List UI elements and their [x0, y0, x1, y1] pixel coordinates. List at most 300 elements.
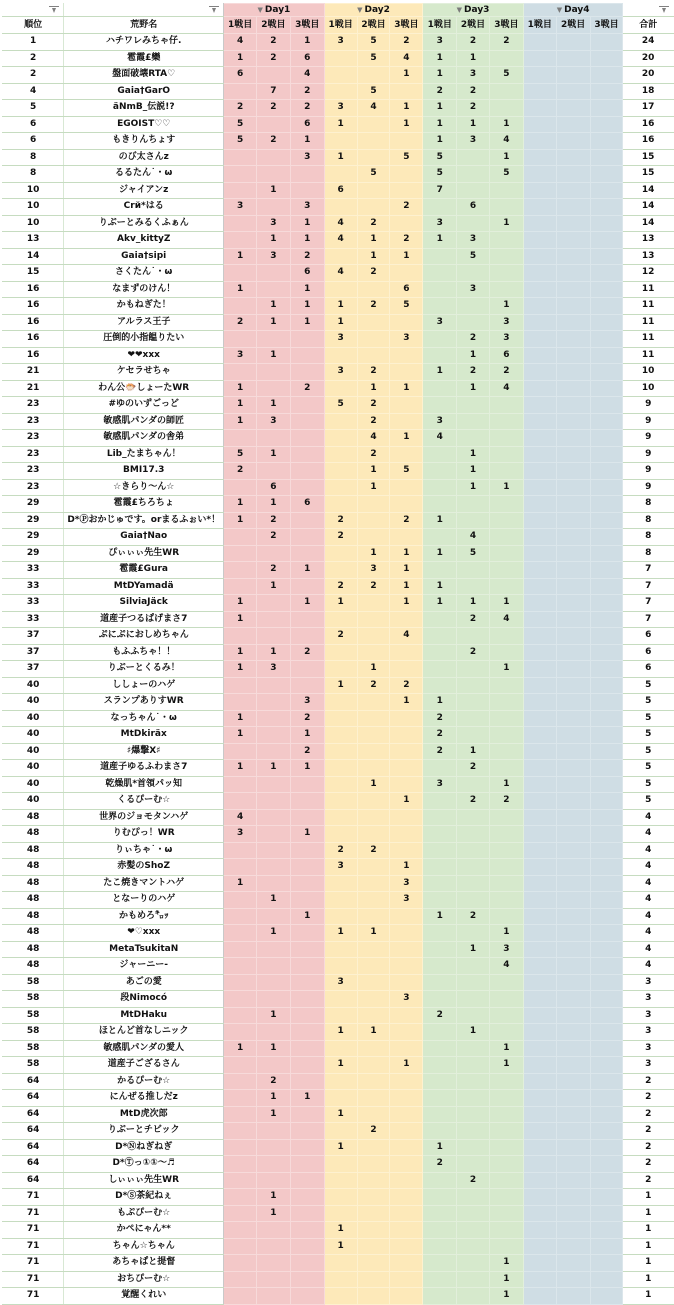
rank-cell[interactable]: 40	[3, 760, 64, 777]
day2-match2-score[interactable]	[357, 1288, 390, 1305]
day1-match2-score[interactable]: 1	[257, 644, 291, 661]
day4-match3-score[interactable]	[590, 496, 623, 513]
day1-match1-score[interactable]	[224, 182, 257, 199]
day4-match2-score[interactable]	[556, 1288, 590, 1305]
day4-match2-score[interactable]	[556, 1139, 590, 1156]
day3-match2-score[interactable]	[457, 710, 490, 727]
day2-match1-score[interactable]: 3	[324, 364, 357, 381]
day4-match3-score[interactable]	[590, 232, 623, 249]
day2-match2-score[interactable]: 1	[357, 661, 390, 678]
day4-match1-score[interactable]	[523, 826, 556, 843]
day1-match3-score[interactable]	[290, 859, 324, 876]
day3-match3-score[interactable]	[489, 1024, 523, 1041]
day3-match1-score[interactable]	[423, 1106, 457, 1123]
total-score[interactable]: 2	[623, 1172, 674, 1189]
day1-match2-score[interactable]	[257, 1255, 291, 1272]
day1-match3-score[interactable]	[290, 842, 324, 859]
day3-match2-score[interactable]	[457, 974, 490, 991]
day1-match3-score[interactable]	[290, 958, 324, 975]
day4-match3-score[interactable]	[590, 991, 623, 1008]
day4-match2-score[interactable]	[556, 595, 590, 612]
day2-match3-score[interactable]	[390, 446, 423, 463]
day2-match3-score[interactable]	[390, 974, 423, 991]
day2-match1-score[interactable]	[324, 1271, 357, 1288]
day2-match2-score[interactable]	[357, 199, 390, 216]
day4-match3-score[interactable]	[590, 1255, 623, 1272]
day1-match3-score[interactable]	[290, 182, 324, 199]
day3-match1-score[interactable]	[423, 677, 457, 694]
day2-match3-score[interactable]: 1	[390, 595, 423, 612]
day4-match2-score[interactable]	[556, 628, 590, 645]
total-score[interactable]: 15	[623, 166, 674, 183]
day3-match1-score[interactable]	[423, 644, 457, 661]
rank-cell[interactable]: 21	[3, 364, 64, 381]
rank-cell[interactable]: 64	[3, 1172, 64, 1189]
day4-match1-score[interactable]	[523, 232, 556, 249]
day1-match1-score[interactable]	[224, 331, 257, 348]
day3-match2-score[interactable]: 5	[457, 248, 490, 265]
day2-match3-score[interactable]	[390, 776, 423, 793]
day2-match1-score[interactable]: 3	[324, 974, 357, 991]
rank-cell[interactable]: 58	[3, 974, 64, 991]
day4-match3-score[interactable]	[590, 875, 623, 892]
day4-match1-score[interactable]	[523, 677, 556, 694]
day2-match1-score[interactable]: 1	[324, 595, 357, 612]
total-score[interactable]: 8	[623, 512, 674, 529]
day1-match1-score[interactable]: 1	[224, 727, 257, 744]
day1-match2-score[interactable]: 2	[257, 133, 291, 150]
day3-match3-score[interactable]: 1	[489, 116, 523, 133]
day1-match3-score[interactable]	[290, 1073, 324, 1090]
day3-match2-score[interactable]	[457, 875, 490, 892]
day2-match3-score[interactable]: 2	[390, 232, 423, 249]
day4-match2-score[interactable]	[556, 793, 590, 810]
total-score[interactable]: 9	[623, 430, 674, 447]
day3-match2-score[interactable]	[457, 1106, 490, 1123]
day2-match1-score[interactable]: 1	[324, 1057, 357, 1074]
day4-match2-score[interactable]	[556, 100, 590, 117]
day2-match2-score[interactable]	[357, 314, 390, 331]
day4-match1-score[interactable]	[523, 166, 556, 183]
day4-match2-score[interactable]	[556, 479, 590, 496]
rank-cell[interactable]: 48	[3, 842, 64, 859]
day4-match3-score[interactable]	[590, 1024, 623, 1041]
day2-match3-score[interactable]	[390, 529, 423, 546]
day4-match2-score[interactable]	[556, 776, 590, 793]
day4-match2-score[interactable]	[556, 908, 590, 925]
rank-cell[interactable]: 15	[3, 265, 64, 282]
player-name-cell[interactable]: MtDYamadä	[64, 578, 224, 595]
day3-match3-score[interactable]	[489, 628, 523, 645]
day2-match1-score[interactable]: 5	[324, 397, 357, 414]
day1-match1-score[interactable]	[224, 545, 257, 562]
day3-match3-score[interactable]: 1	[489, 298, 523, 315]
day4-match1-score[interactable]	[523, 809, 556, 826]
player-name-cell[interactable]: わん公🐡しょーたWR	[64, 380, 224, 397]
day3-match3-score[interactable]	[489, 974, 523, 991]
day2-match2-score[interactable]	[357, 859, 390, 876]
day3-match1-score[interactable]	[423, 1205, 457, 1222]
day1-match1-score[interactable]: 5	[224, 446, 257, 463]
day4-match3-score[interactable]	[590, 793, 623, 810]
player-name-cell[interactable]: もふふちゃ！！	[64, 644, 224, 661]
total-score[interactable]: 5	[623, 743, 674, 760]
day1-match2-header[interactable]: 2戦目	[257, 17, 291, 34]
day1-match1-score[interactable]	[224, 743, 257, 760]
day3-match3-score[interactable]: 2	[489, 364, 523, 381]
day3-match3-score[interactable]: 1	[489, 215, 523, 232]
day1-match3-score[interactable]	[290, 430, 324, 447]
day4-match1-score[interactable]	[523, 265, 556, 282]
day1-match3-score[interactable]	[290, 1172, 324, 1189]
day4-match2-score[interactable]	[556, 529, 590, 546]
day2-match3-score[interactable]: 3	[390, 892, 423, 909]
day2-match3-score[interactable]: 4	[390, 628, 423, 645]
day4-match1-score[interactable]	[523, 991, 556, 1008]
rank-cell[interactable]: 40	[3, 727, 64, 744]
day4-match3-score[interactable]	[590, 925, 623, 942]
day4-match3-score[interactable]	[590, 941, 623, 958]
day2-match2-score[interactable]: 1	[357, 545, 390, 562]
total-score[interactable]: 4	[623, 892, 674, 909]
player-name-cell[interactable]: D*Ⓣっ①①～♬	[64, 1156, 224, 1173]
day3-match2-score[interactable]	[457, 1156, 490, 1173]
day1-match2-score[interactable]	[257, 628, 291, 645]
day2-match1-score[interactable]: 2	[324, 628, 357, 645]
day1-match1-score[interactable]	[224, 215, 257, 232]
day1-match3-score[interactable]	[290, 479, 324, 496]
day1-match1-score[interactable]: 5	[224, 133, 257, 150]
day4-match3-score[interactable]	[590, 611, 623, 628]
day1-match2-score[interactable]: 1	[257, 1040, 291, 1057]
player-name-cell[interactable]: Crй*はる	[64, 199, 224, 216]
day1-match1-score[interactable]: 1	[224, 661, 257, 678]
player-name-cell[interactable]: MtD虎次郎	[64, 1106, 224, 1123]
day2-match1-score[interactable]	[324, 430, 357, 447]
total-score[interactable]: 1	[623, 1189, 674, 1206]
day1-match3-score[interactable]	[290, 875, 324, 892]
player-name-cell[interactable]: D*Ⓝねぎねぎ	[64, 1139, 224, 1156]
day3-match2-score[interactable]: 2	[457, 644, 490, 661]
day2-match3-score[interactable]	[390, 166, 423, 183]
day1-match2-score[interactable]	[257, 116, 291, 133]
day3-match1-score[interactable]	[423, 760, 457, 777]
day2-match2-score[interactable]: 1	[357, 232, 390, 249]
day4-match1-score[interactable]	[523, 182, 556, 199]
day1-match3-score[interactable]	[290, 1123, 324, 1140]
rank-cell[interactable]: 71	[3, 1238, 64, 1255]
total-score[interactable]: 3	[623, 974, 674, 991]
day2-match3-header[interactable]: 3戦目	[390, 17, 423, 34]
day3-match3-score[interactable]: 1	[489, 479, 523, 496]
day3-match2-score[interactable]: 1	[457, 743, 490, 760]
day1-match3-score[interactable]	[290, 397, 324, 414]
day1-match3-score[interactable]: 2	[290, 380, 324, 397]
day4-match1-score[interactable]	[523, 1156, 556, 1173]
day2-match2-score[interactable]: 2	[357, 364, 390, 381]
day1-match2-score[interactable]: 1	[257, 298, 291, 315]
day4-match2-score[interactable]	[556, 67, 590, 84]
day4-match3-score[interactable]	[590, 1205, 623, 1222]
day2-match2-score[interactable]	[357, 1007, 390, 1024]
day4-match1-score[interactable]	[523, 743, 556, 760]
player-name-cell[interactable]: 雹霞£ちろちょ	[64, 496, 224, 513]
total-score[interactable]: 9	[623, 397, 674, 414]
day3-match3-score[interactable]	[489, 1073, 523, 1090]
day3-match2-score[interactable]: 4	[457, 529, 490, 546]
day2-match2-score[interactable]	[357, 1271, 390, 1288]
day4-match3-score[interactable]	[590, 479, 623, 496]
day3-match2-score[interactable]	[457, 809, 490, 826]
day2-match2-score[interactable]	[357, 826, 390, 843]
day1-match3-score[interactable]: 2	[290, 83, 324, 100]
day1-match2-score[interactable]	[257, 974, 291, 991]
rank-cell[interactable]: 37	[3, 628, 64, 645]
day1-match3-score[interactable]: 3	[290, 199, 324, 216]
rank-cell[interactable]: 71	[3, 1222, 64, 1239]
day2-match1-score[interactable]: 2	[324, 529, 357, 546]
day4-match3-score[interactable]	[590, 859, 623, 876]
day4-match1-score[interactable]	[523, 908, 556, 925]
rank-cell[interactable]: 48	[3, 925, 64, 942]
day1-match3-header[interactable]: 3戦目	[290, 17, 324, 34]
total-score[interactable]: 7	[623, 611, 674, 628]
total-score[interactable]: 2	[623, 1123, 674, 1140]
day2-match1-score[interactable]	[324, 958, 357, 975]
day3-match2-score[interactable]	[457, 149, 490, 166]
player-name-cell[interactable]: なまずのけん！	[64, 281, 224, 298]
day4-match1-score[interactable]	[523, 331, 556, 348]
day1-match2-score[interactable]	[257, 463, 291, 480]
rank-cell[interactable]: 40	[3, 710, 64, 727]
day2-match3-score[interactable]	[390, 496, 423, 513]
player-name-cell[interactable]: 敏感肌パンダの愛人	[64, 1040, 224, 1057]
day2-match2-score[interactable]	[357, 1139, 390, 1156]
day2-match2-score[interactable]: 2	[357, 578, 390, 595]
day2-match3-score[interactable]	[390, 958, 423, 975]
day2-match1-score[interactable]: 1	[324, 1238, 357, 1255]
day4-match2-score[interactable]	[556, 710, 590, 727]
day4-match2-score[interactable]	[556, 1189, 590, 1206]
day3-match3-score[interactable]	[489, 413, 523, 430]
day3-match1-score[interactable]: 2	[423, 727, 457, 744]
rank-cell[interactable]: 64	[3, 1073, 64, 1090]
day3-match2-score[interactable]	[457, 1139, 490, 1156]
day3-match2-score[interactable]: 2	[457, 331, 490, 348]
day2-match3-score[interactable]: 1	[390, 578, 423, 595]
rank-cell[interactable]: 21	[3, 380, 64, 397]
day1-match2-score[interactable]: 1	[257, 1189, 291, 1206]
day4-match3-score[interactable]	[590, 83, 623, 100]
day3-match3-score[interactable]: 4	[489, 958, 523, 975]
day1-match2-score[interactable]	[257, 1238, 291, 1255]
day1-match1-score[interactable]	[224, 1222, 257, 1239]
day2-match2-score[interactable]	[357, 628, 390, 645]
day1-match2-score[interactable]: 1	[257, 347, 291, 364]
day1-match2-score[interactable]: 3	[257, 661, 291, 678]
day4-match3-score[interactable]	[590, 908, 623, 925]
day1-match1-score[interactable]: 1	[224, 50, 257, 67]
day3-match3-score[interactable]	[489, 710, 523, 727]
day4-match3-score[interactable]	[590, 380, 623, 397]
day2-match1-score[interactable]: 1	[324, 116, 357, 133]
day4-match2-score[interactable]	[556, 149, 590, 166]
day2-match3-score[interactable]	[390, 908, 423, 925]
day4-match3-score[interactable]	[590, 133, 623, 150]
day2-match1-score[interactable]	[324, 1255, 357, 1272]
day1-match3-score[interactable]	[290, 628, 324, 645]
total-score[interactable]: 11	[623, 347, 674, 364]
day4-match3-score[interactable]	[590, 694, 623, 711]
day3-match3-score[interactable]: 3	[489, 331, 523, 348]
day2-match1-score[interactable]: 1	[324, 1024, 357, 1041]
day4-match2-score[interactable]	[556, 232, 590, 249]
player-name-cell[interactable]: ❤♡xxx	[64, 925, 224, 942]
day2-match1-score[interactable]: 3	[324, 331, 357, 348]
player-name-cell[interactable]: たこ焼きマントハゲ	[64, 875, 224, 892]
day3-match1-score[interactable]: 1	[423, 694, 457, 711]
day3-match2-score[interactable]: 1	[457, 347, 490, 364]
day2-match2-score[interactable]: 2	[357, 298, 390, 315]
day3-match3-score[interactable]: 4	[489, 133, 523, 150]
day2-match3-score[interactable]: 1	[390, 545, 423, 562]
day4-match2-score[interactable]	[556, 133, 590, 150]
day1-match3-score[interactable]	[290, 974, 324, 991]
day1-match3-score[interactable]	[290, 991, 324, 1008]
day3-match3-score[interactable]: 1	[489, 1040, 523, 1057]
total-score[interactable]: 18	[623, 83, 674, 100]
day3-match3-score[interactable]: 1	[489, 149, 523, 166]
day1-match1-score[interactable]	[224, 1090, 257, 1107]
day3-match3-score[interactable]: 1	[489, 595, 523, 612]
day3-match2-score[interactable]: 6	[457, 199, 490, 216]
day1-match2-score[interactable]	[257, 842, 291, 859]
day4-match2-score[interactable]	[556, 116, 590, 133]
day1-match2-score[interactable]: 1	[257, 578, 291, 595]
day2-match3-score[interactable]	[390, 1090, 423, 1107]
day2-match2-score[interactable]	[357, 1106, 390, 1123]
rank-cell[interactable]: 6	[3, 116, 64, 133]
day1-match2-score[interactable]	[257, 149, 291, 166]
day4-match2-score[interactable]	[556, 364, 590, 381]
day3-match2-header[interactable]: 2戦目	[457, 17, 490, 34]
player-name-cell[interactable]: ぷにぷにおしめちゃん	[64, 628, 224, 645]
day4-match3-score[interactable]	[590, 677, 623, 694]
day3-match2-score[interactable]	[457, 859, 490, 876]
day1-match3-score[interactable]	[290, 1024, 324, 1041]
total-score[interactable]: 4	[623, 925, 674, 942]
day1-match3-score[interactable]	[290, 1189, 324, 1206]
total-score[interactable]: 8	[623, 529, 674, 546]
player-name-cell[interactable]: ☆きらり～ん☆	[64, 479, 224, 496]
day3-match3-score[interactable]	[489, 397, 523, 414]
player-name-cell[interactable]: くるぴーむ☆	[64, 793, 224, 810]
day1-match3-score[interactable]	[290, 1156, 324, 1173]
total-score[interactable]: 13	[623, 232, 674, 249]
day4-match3-score[interactable]	[590, 1222, 623, 1239]
day1-match1-score[interactable]	[224, 925, 257, 942]
day4-match3-score[interactable]	[590, 727, 623, 744]
day2-match2-score[interactable]	[357, 595, 390, 612]
day1-match1-score[interactable]	[224, 694, 257, 711]
day3-match3-score[interactable]: 3	[489, 941, 523, 958]
day4-match2-score[interactable]	[556, 166, 590, 183]
day2-match2-score[interactable]: 5	[357, 50, 390, 67]
player-name-cell[interactable]: もぷぴーむ☆	[64, 1205, 224, 1222]
day4-match2-score[interactable]	[556, 199, 590, 216]
day3-match1-score[interactable]	[423, 1040, 457, 1057]
day4-match3-score[interactable]	[590, 1238, 623, 1255]
day4-match1-score[interactable]	[523, 281, 556, 298]
day2-match1-score[interactable]	[324, 694, 357, 711]
day4-match1-score[interactable]	[523, 314, 556, 331]
day4-match1-score[interactable]	[523, 116, 556, 133]
day4-match1-score[interactable]	[523, 496, 556, 513]
day4-match1-score[interactable]	[523, 859, 556, 876]
player-name-cell[interactable]: あちゃぱと提督	[64, 1255, 224, 1272]
rank-cell[interactable]: 29	[3, 529, 64, 546]
player-name-cell[interactable]: 道産子つるぱげまさ7	[64, 611, 224, 628]
day3-match3-score[interactable]	[489, 991, 523, 1008]
total-score[interactable]: 4	[623, 941, 674, 958]
rank-cell[interactable]: 71	[3, 1255, 64, 1272]
day1-match2-score[interactable]	[257, 727, 291, 744]
day3-match3-score[interactable]: 4	[489, 611, 523, 628]
day2-match1-score[interactable]: 1	[324, 1222, 357, 1239]
day2-match3-score[interactable]: 1	[390, 430, 423, 447]
total-score[interactable]: 5	[623, 760, 674, 777]
player-name-cell[interactable]: Gaia†Nao	[64, 529, 224, 546]
day3-match2-score[interactable]	[457, 826, 490, 843]
day4-match1-score[interactable]	[523, 727, 556, 744]
day2-match2-score[interactable]	[357, 347, 390, 364]
rank-cell[interactable]: 33	[3, 611, 64, 628]
day2-match2-score[interactable]: 4	[357, 100, 390, 117]
day3-match3-score[interactable]	[489, 1238, 523, 1255]
day3-match1-score[interactable]	[423, 628, 457, 645]
day3-match2-score[interactable]: 2	[457, 908, 490, 925]
day4-match2-header[interactable]: 2戦目	[556, 17, 590, 34]
day1-match2-score[interactable]	[257, 991, 291, 1008]
rank-cell[interactable]: 40	[3, 694, 64, 711]
rank-cell[interactable]: 33	[3, 562, 64, 579]
player-name-cell[interactable]: 覚醒くれい	[64, 1288, 224, 1305]
day4-match3-score[interactable]	[590, 1007, 623, 1024]
day1-match2-score[interactable]	[257, 166, 291, 183]
rank-cell[interactable]: 29	[3, 512, 64, 529]
day2-match2-score[interactable]: 2	[357, 842, 390, 859]
day1-match1-score[interactable]: 3	[224, 199, 257, 216]
day2-match2-score[interactable]	[357, 611, 390, 628]
day4-match1-score[interactable]	[523, 694, 556, 711]
day3-match3-score[interactable]: 2	[489, 793, 523, 810]
total-score[interactable]: 8	[623, 496, 674, 513]
day3-match1-score[interactable]	[423, 793, 457, 810]
player-name-cell[interactable]: ジャーニー-	[64, 958, 224, 975]
day2-match1-score[interactable]	[324, 1007, 357, 1024]
day4-match2-score[interactable]	[556, 1123, 590, 1140]
day1-match3-score[interactable]: 6	[290, 50, 324, 67]
day1-match3-score[interactable]: 6	[290, 116, 324, 133]
day1-match2-score[interactable]	[257, 611, 291, 628]
day2-match1-score[interactable]: 3	[324, 859, 357, 876]
day4-match1-score[interactable]	[523, 842, 556, 859]
day3-match2-score[interactable]	[457, 1007, 490, 1024]
day4-match3-score[interactable]	[590, 529, 623, 546]
day3-match3-score[interactable]	[489, 281, 523, 298]
player-name-cell[interactable]: ケセラせちゃ	[64, 364, 224, 381]
player-name-cell[interactable]: 盤面破壊RTA♡	[64, 67, 224, 84]
